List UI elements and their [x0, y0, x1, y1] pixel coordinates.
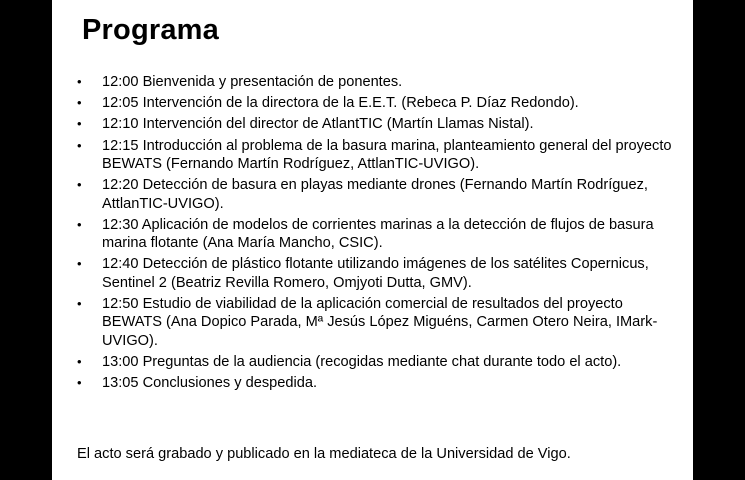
agenda-item	[74, 94, 682, 112]
agenda-item-text: 12:15 Introducción al problema de la basura marina, planteamiento general del proyecto BEWATS (Fernando Martín Rodríguez, AttlanTIC-UVIGO).	[102, 137, 672, 173]
agenda-item-text: 12:40 Detección de plástico flotante utilizando imágenes de los satélites Copernicus, Sentinel 2 (Beatriz Revilla Romero, Omjyoti Dutta, GMV).	[102, 256, 649, 291]
agenda-list	[74, 73, 682, 395]
agenda-item-text: 12:20 Detección de basura en playas mediante drones (Fernando Martín Rodríguez, AttlanTIC-UVIGO).	[102, 177, 648, 212]
bullet-icon: •	[77, 216, 82, 232]
agenda-item-text: 12:30 Aplicación de modelos de corrientes marinas a la detección de flujos de basura marina flotante (Ana María Mancho, CSIC).	[102, 216, 654, 252]
agenda-item-text: 13:00 Preguntas de la audiencia (recogidas mediante chat durante todo el acto).	[102, 354, 622, 371]
bullet-icon: •	[77, 177, 82, 193]
agenda-item-text: 12:50 Estudio de viabilidad de la aplicación comercial de resultados del proyecto BEWATS (Ana Dopico Parada, Mª Jesús López Miguéns, Carmen Otero Neira, IMark-UVIGO).	[102, 296, 658, 349]
bullet-icon: •	[77, 354, 82, 370]
bullet-icon: •	[77, 95, 82, 111]
agenda-item	[74, 216, 682, 253]
slide	[52, 0, 693, 480]
bullet-icon: •	[77, 137, 82, 153]
bullet-icon: •	[77, 296, 82, 312]
agenda-item	[74, 353, 682, 371]
bullet-icon: •	[77, 375, 82, 391]
agenda-item	[74, 176, 682, 213]
agenda-item	[74, 137, 682, 174]
agenda-item-text: 12:10 Intervención del director de AtlantTIC (Martín Llamas Nistal).	[102, 116, 534, 133]
agenda-item	[74, 73, 682, 91]
slide-title: Programa	[82, 14, 219, 46]
agenda-item-text: 13:05 Conclusiones y despedida.	[102, 375, 318, 392]
agenda-item-text: 12:05 Intervención de la directora de la E.E.T. (Rebeca P. Díaz Redondo).	[102, 95, 579, 112]
bullet-icon: •	[77, 116, 82, 132]
agenda-item	[74, 115, 682, 133]
footer-note: El acto será grabado y publicado en la mediateca de la Universidad de Vigo.	[77, 446, 571, 462]
agenda-item	[74, 255, 682, 292]
bullet-icon: •	[77, 256, 82, 272]
agenda-item	[74, 374, 682, 392]
agenda-item	[74, 295, 682, 350]
agenda-item-text: 12:00 Bienvenida y presentación de ponentes.	[102, 74, 403, 90]
bullet-icon: •	[77, 74, 82, 89]
